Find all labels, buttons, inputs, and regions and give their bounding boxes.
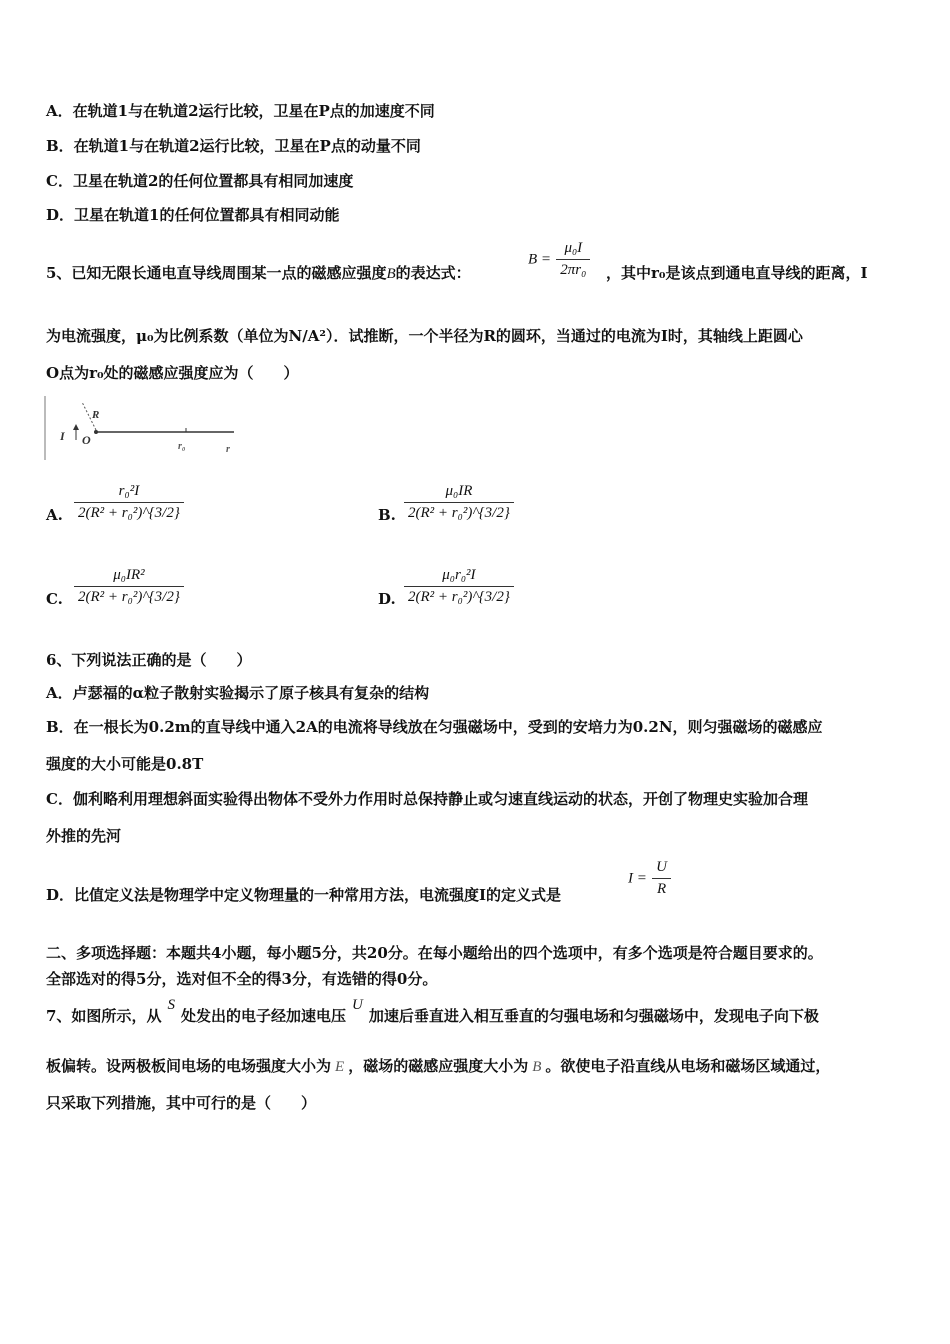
q5-line1-suffix: ，其中r₀是该点到通电直导线的距离，I xyxy=(606,264,868,282)
q5-line1 xyxy=(46,262,471,283)
q6-option-d-formula xyxy=(628,859,671,898)
q6-formula-lhs: I = xyxy=(628,870,647,887)
q6-stem: 6、下列说法正确的是（ ） xyxy=(46,651,252,669)
q7-line3: 只采取下列措施，其中可行的是（ ） xyxy=(46,1094,317,1112)
q6-option-c-line2: 外推的先河 xyxy=(46,827,122,845)
q7-line2-c: 。欲使电子沿直线从电场和磁场区域通过， xyxy=(545,1057,831,1075)
q5-option-b-label: B. xyxy=(378,506,396,524)
q5-option-d-num: μ₀r₀²I xyxy=(404,567,514,587)
q6-option-b-line2: 强度的大小可能是0.8T xyxy=(46,755,204,773)
q5-option-d-den: 2(R² + r₀²)^{3/2} xyxy=(408,589,510,605)
q5-option-c-fraction xyxy=(74,567,184,606)
q7-line2-a: 板偏转。设两极板间电场的电场强度大小为 xyxy=(46,1057,332,1075)
q4-option-b: B．在轨道1与在轨道2运行比较，卫星在P点的动量不同 xyxy=(46,137,421,155)
q5-formula-fraction xyxy=(556,240,590,279)
q5-option-a-fraction xyxy=(74,483,184,522)
q5-option-a-num: r₀²I xyxy=(74,483,184,503)
q7-line1-U: U xyxy=(351,997,363,1013)
q5-option-d-fraction xyxy=(404,567,514,606)
q4-option-d: D．卫星在轨道1的任何位置都具有相同动能 xyxy=(46,206,340,224)
q5-formula xyxy=(528,240,590,279)
q7-line1-c: 加速后垂直进入相互垂直的匀强电场和匀强磁场中，发现电子向下极 xyxy=(368,1007,819,1025)
q5-line3: O点为r₀处的磁感应强度应为（ ） xyxy=(46,364,299,382)
q7-line2-b: ，磁场的磁感应强度大小为 xyxy=(348,1057,529,1075)
q5-option-b-fraction xyxy=(404,483,514,522)
figure-label-I: I xyxy=(60,429,65,443)
figure-label-r0: r₀ xyxy=(178,441,186,452)
q5-option-c-label: C. xyxy=(46,590,63,608)
figure-label-O: O xyxy=(82,433,91,447)
section2-line1: 二、多项选择题：本题共4小题，每小题5分，共20分。在每小题给出的四个选项中，有多个选项是符合题目要求的。 xyxy=(46,944,823,962)
q6-formula-num: U xyxy=(652,859,671,879)
q5-option-d-label: D. xyxy=(378,590,396,608)
q6-option-b-line1: B．在一根长为0.2m的直导线中通入2A的电流将导线放在匀强磁场中，受到的安培力为0.2N，则匀强磁场的磁感应 xyxy=(46,718,823,736)
q7-line1 xyxy=(46,997,819,1026)
q5-line1-B: B xyxy=(386,266,396,282)
figure-label-R: R xyxy=(92,409,100,421)
q4-option-c: C．卫星在轨道2的任何位置都具有相同加速度 xyxy=(46,172,354,190)
q5-option-c-num: μ₀IR² xyxy=(74,567,184,587)
q7-line2 xyxy=(46,1055,830,1076)
q7-line1-b: 处发出的电子经加速电压 xyxy=(180,1007,346,1025)
q5-line1-mid: 的表达式： xyxy=(395,264,471,282)
q5-option-b-num: μ₀IR xyxy=(404,483,514,503)
figure-origin-dot xyxy=(94,430,98,434)
q6-option-c-line1: C．伽利略利用理想斜面实验得出物体不受外力作用时总保持静止或匀速直线运动的状态，开创了物理史实验加合理 xyxy=(46,790,808,808)
q7-line1-S: S xyxy=(167,997,175,1013)
q5-option-a-label: A. xyxy=(46,506,63,524)
q6-option-d: D．比值定义法是物理学中定义物理量的一种常用方法，电流强度I的定义式是 xyxy=(46,886,562,904)
q5-formula-num: μ₀I xyxy=(556,240,590,260)
q5-line1-prefix: 5、已知无限长通电直导线周围某一点的磁感应强度 xyxy=(46,264,387,282)
q5-formula-lhs: B = xyxy=(528,251,552,268)
q4-option-a: A．在轨道1与在轨道2运行比较，卫星在P点的加速度不同 xyxy=(46,102,435,120)
figure-arrow-head xyxy=(73,424,79,430)
q6-option-a: A．卢瑟福的α粒子散射实验揭示了原子核具有复杂的结构 xyxy=(46,684,430,702)
figure-label-r: r xyxy=(226,444,230,455)
q5-formula-den: 2πr₀ xyxy=(560,262,587,278)
q5-figure xyxy=(44,394,244,462)
q6-formula-den: R xyxy=(656,881,667,897)
q7-line1-a: 7、如图所示，从 xyxy=(46,1007,162,1025)
section2-line2: 全部选对的得5分，选对但不全的得3分，有选错的得0分。 xyxy=(46,970,438,988)
q5-line2: 为电流强度，μ₀为比例系数（单位为N/A²）．试推断，一个半径为R的圆环，当通过的电流为I时，其轴线上距圆心 xyxy=(46,327,803,345)
q5-option-c-den: 2(R² + r₀²)^{3/2} xyxy=(78,589,180,605)
q5-option-a-den: 2(R² + r₀²)^{3/2} xyxy=(78,505,180,521)
q5-option-b-den: 2(R² + r₀²)^{3/2} xyxy=(408,505,510,521)
q7-line2-E: E xyxy=(335,1059,345,1075)
q7-line2-B: B xyxy=(532,1059,542,1075)
